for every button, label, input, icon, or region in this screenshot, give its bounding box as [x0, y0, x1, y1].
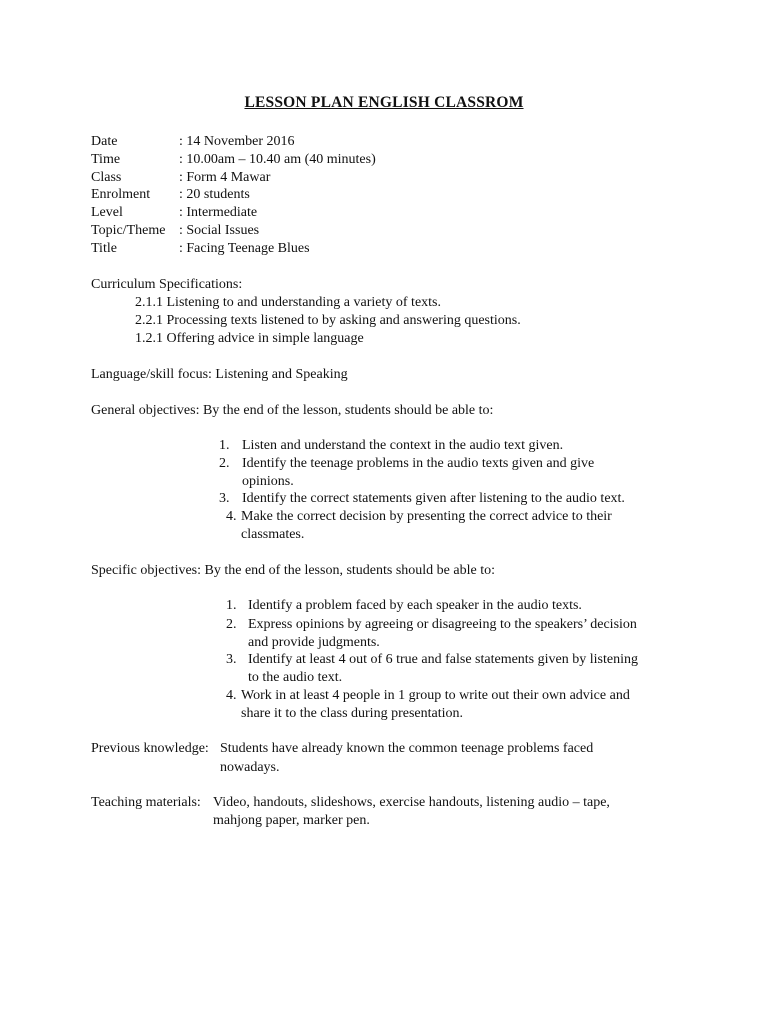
info-row-topic — [91, 222, 376, 240]
info-row-level — [91, 204, 376, 222]
info-label: Enrolment — [91, 187, 151, 203]
list-number: 1. — [226, 598, 237, 613]
info-value: : 14 November 2016 — [179, 134, 295, 149]
list-text: Listen and understand the context in the audio text given. — [242, 438, 564, 453]
list-text: Identify the teenage problems in the audio texts given and give — [242, 456, 595, 471]
list-text: opinions. — [242, 474, 294, 489]
teaching-materials-text: mahjong paper, marker pen. — [213, 813, 370, 828]
list-text: Make the correct decision by presenting the correct advice to their — [241, 509, 612, 524]
info-label: Class — [91, 169, 122, 185]
list-number: 4. — [226, 688, 237, 703]
info-value: : Intermediate — [179, 205, 258, 221]
list-number: 3. — [219, 491, 230, 506]
info-row-class — [91, 169, 376, 187]
list-text: Identify at least 4 out of 6 true and false statements given by listening — [248, 652, 638, 667]
info-row-title — [91, 240, 376, 258]
info-label: Level — [91, 205, 123, 221]
teaching-materials-text: Video, handouts, slideshows, exercise handouts, listening audio – tape, — [213, 795, 610, 810]
info-value: : Facing Teenage Blues — [179, 240, 310, 256]
info-label: Title — [91, 240, 117, 256]
language-focus: Language/skill focus: Listening and Speaking — [91, 367, 348, 382]
lesson-info-block — [91, 133, 376, 258]
curriculum-item: 2.1.1 Listening to and understanding a variety of texts. — [135, 295, 441, 310]
list-number: 3. — [226, 652, 237, 667]
info-label: Topic/Theme — [91, 222, 166, 238]
previous-knowledge-text: nowadays. — [220, 760, 280, 775]
list-text: share it to the class during presentation. — [241, 706, 463, 721]
info-row-time — [91, 151, 376, 169]
teaching-materials-label: Teaching materials: — [91, 795, 201, 810]
info-label: Date — [91, 134, 118, 149]
previous-knowledge-text: Students have already known the common teenage problems faced — [220, 741, 594, 756]
info-row-enrolment — [91, 186, 376, 204]
list-text: Express opinions by agreeing or disagreeing to the speakers’ decision — [248, 617, 637, 632]
list-number: 2. — [219, 456, 230, 471]
list-text: Identify a problem faced by each speaker in the audio texts. — [248, 598, 582, 613]
info-value: : Form 4 Mawar — [179, 169, 271, 185]
curriculum-heading: Curriculum Specifications: — [91, 277, 243, 292]
general-objectives-heading: General objectives: By the end of the lesson, students should be able to: — [91, 403, 494, 418]
specific-objectives-heading: Specific objectives: By the end of the lesson, students should be able to: — [91, 563, 495, 578]
document-title: LESSON PLAN ENGLISH CLASSROM — [244, 94, 524, 111]
list-number: 4. — [226, 509, 237, 524]
list-text: Work in at least 4 people in 1 group to write out their own advice and — [241, 688, 630, 703]
info-value: : Social Issues — [179, 222, 260, 238]
curriculum-item: 2.2.1 Processing texts listened to by asking and answering questions. — [135, 313, 521, 328]
previous-knowledge-label: Previous knowledge: — [91, 741, 209, 756]
list-number: 2. — [226, 617, 237, 632]
list-text: to the audio text. — [248, 670, 343, 685]
info-row-date — [91, 133, 376, 151]
list-text: Identify the correct statements given after listening to the audio text. — [242, 491, 625, 506]
list-text: classmates. — [241, 527, 305, 542]
list-number: 1. — [219, 438, 230, 453]
list-text: and provide judgments. — [248, 635, 380, 650]
info-value: : 10.00am – 10.40 am (40 minutes) — [179, 151, 376, 167]
info-value: : 20 students — [179, 187, 250, 203]
info-label: Time — [91, 151, 121, 167]
curriculum-item: 1.2.1 Offering advice in simple language — [135, 331, 364, 346]
